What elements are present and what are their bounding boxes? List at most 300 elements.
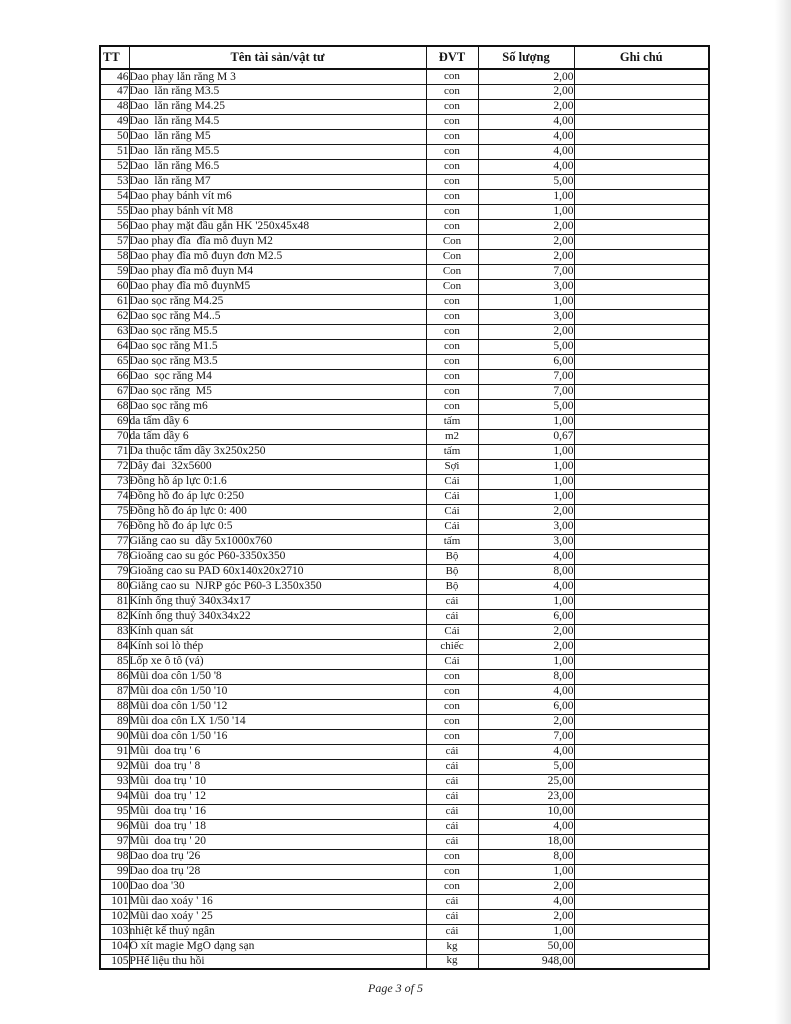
cell-tt: 52 [100,159,129,174]
cell-note [574,759,709,774]
cell-tt: 77 [100,534,129,549]
cell-unit: Cái [426,489,478,504]
cell-unit: con [426,159,478,174]
cell-name: Dao lăn răng M4.5 [129,114,426,129]
table-row [100,564,709,579]
cell-quantity: 3,00 [478,519,574,534]
cell-quantity: 3,00 [478,279,574,294]
cell-unit: tấm [426,414,478,429]
cell-note [574,144,709,159]
cell-tt: 67 [100,384,129,399]
cell-quantity: 2,00 [478,99,574,114]
cell-unit: con [426,399,478,414]
table-row [100,294,709,309]
cell-name: Dao lăn răng M4.25 [129,99,426,114]
cell-quantity: 4,00 [478,819,574,834]
table-row [100,534,709,549]
column-header-name: Tên tài sản/vật tư [129,46,426,69]
table-row [100,114,709,129]
cell-name: Dao phay đĩa mô đuyn đơn M2.5 [129,249,426,264]
cell-note [574,339,709,354]
cell-unit: con [426,309,478,324]
cell-unit: Cái [426,504,478,519]
table-row [100,624,709,639]
cell-name: Dao doa trụ '28 [129,864,426,879]
cell-tt: 72 [100,459,129,474]
cell-quantity: 1,00 [478,864,574,879]
cell-tt: 93 [100,774,129,789]
cell-name: Kính quan sát [129,624,426,639]
cell-name: Mũi doa trụ ' 10 [129,774,426,789]
cell-note [574,294,709,309]
cell-name: Mũi dao xoáy ' 16 [129,894,426,909]
cell-tt: 46 [100,69,129,84]
cell-tt: 53 [100,174,129,189]
table-row [100,864,709,879]
cell-unit: con [426,849,478,864]
cell-name: Mũi doa côn 1/50 '16 [129,729,426,744]
cell-unit: Bộ [426,564,478,579]
cell-quantity: 7,00 [478,384,574,399]
cell-name: Đồng hồ đo áp lực 0:250 [129,489,426,504]
cell-name: Ô xít magie MgO dạng sạn [129,939,426,954]
cell-quantity: 3,00 [478,534,574,549]
cell-tt: 83 [100,624,129,639]
cell-note [574,609,709,624]
cell-tt: 73 [100,474,129,489]
cell-quantity: 1,00 [478,459,574,474]
cell-quantity: 1,00 [478,474,574,489]
cell-quantity: 8,00 [478,669,574,684]
cell-note [574,579,709,594]
table-row [100,774,709,789]
cell-note [574,909,709,924]
cell-note [574,444,709,459]
cell-quantity: 3,00 [478,309,574,324]
cell-unit: kg [426,954,478,969]
cell-note [574,774,709,789]
cell-unit: cái [426,609,478,624]
cell-tt: 71 [100,444,129,459]
cell-name: Mũi dao xoáy ' 25 [129,909,426,924]
table-row [100,219,709,234]
cell-unit: con [426,729,478,744]
cell-note [574,654,709,669]
cell-note [574,354,709,369]
cell-tt: 64 [100,339,129,354]
cell-quantity: 4,00 [478,549,574,564]
cell-tt: 78 [100,549,129,564]
cell-note [574,369,709,384]
cell-quantity: 2,00 [478,714,574,729]
cell-quantity: 8,00 [478,564,574,579]
cell-unit: con [426,204,478,219]
inventory-table [99,45,710,970]
table-row [100,744,709,759]
table-row [100,684,709,699]
cell-name: Dây đai 32x5600 [129,459,426,474]
cell-note [574,924,709,939]
cell-quantity: 6,00 [478,699,574,714]
cell-note [574,279,709,294]
cell-quantity: 50,00 [478,939,574,954]
cell-name: Giăng cao su dầy 5x1000x760 [129,534,426,549]
cell-name: Da thuộc tấm dầy 3x250x250 [129,444,426,459]
cell-note [574,744,709,759]
cell-name: Dao phay mặt đầu gắn HK '250x45x48 [129,219,426,234]
cell-tt: 65 [100,354,129,369]
cell-tt: 104 [100,939,129,954]
table-row [100,324,709,339]
cell-name: Kính soi lò thép [129,639,426,654]
cell-unit: con [426,864,478,879]
cell-note [574,669,709,684]
cell-note [574,594,709,609]
cell-tt: 90 [100,729,129,744]
cell-tt: 81 [100,594,129,609]
cell-note [574,459,709,474]
cell-tt: 47 [100,84,129,99]
table-row [100,144,709,159]
cell-tt: 74 [100,489,129,504]
table-row [100,954,709,969]
table-row [100,759,709,774]
table-row [100,69,709,84]
cell-quantity: 2,00 [478,69,574,84]
cell-unit: tấm [426,534,478,549]
table-header-row [100,46,709,69]
cell-name: Mũi doa trụ ' 18 [129,819,426,834]
cell-name: Kính ống thuỷ 340x34x22 [129,609,426,624]
cell-quantity: 4,00 [478,114,574,129]
table-row [100,699,709,714]
cell-tt: 100 [100,879,129,894]
cell-name: Kính ống thuỷ 340x34x17 [129,594,426,609]
cell-note [574,114,709,129]
table-row [100,549,709,564]
cell-note [574,249,709,264]
cell-note [574,129,709,144]
cell-quantity: 4,00 [478,144,574,159]
cell-tt: 91 [100,744,129,759]
cell-name: Dao sọc răng m6 [129,399,426,414]
table-row [100,369,709,384]
cell-note [574,549,709,564]
cell-quantity: 2,00 [478,249,574,264]
cell-note [574,474,709,489]
cell-tt: 86 [100,669,129,684]
cell-note [574,384,709,399]
cell-name: Dao sọc răng M4..5 [129,309,426,324]
cell-note [574,849,709,864]
cell-tt: 54 [100,189,129,204]
cell-name: Dao sọc răng M5.5 [129,324,426,339]
table-row [100,489,709,504]
cell-unit: con [426,219,478,234]
table-row [100,729,709,744]
cell-unit: con [426,129,478,144]
table-row [100,339,709,354]
cell-quantity: 2,00 [478,504,574,519]
cell-name: Dao sọc răng M5 [129,384,426,399]
cell-note [574,69,709,84]
cell-tt: 75 [100,504,129,519]
cell-name: Dao lăn răng M3.5 [129,84,426,99]
cell-note [574,564,709,579]
cell-quantity: 7,00 [478,369,574,384]
cell-note [574,189,709,204]
cell-name: Mũi doa trụ ' 12 [129,789,426,804]
cell-quantity: 5,00 [478,174,574,189]
cell-quantity: 10,00 [478,804,574,819]
cell-tt: 99 [100,864,129,879]
cell-quantity: 2,00 [478,639,574,654]
table-row [100,849,709,864]
cell-quantity: 6,00 [478,354,574,369]
cell-quantity: 4,00 [478,159,574,174]
cell-unit: cái [426,774,478,789]
table-row [100,894,709,909]
cell-tt: 85 [100,654,129,669]
cell-note [574,324,709,339]
cell-unit: kg [426,939,478,954]
cell-unit: cái [426,924,478,939]
cell-unit: Cái [426,624,478,639]
cell-note [574,264,709,279]
cell-unit: con [426,174,478,189]
table-row [100,264,709,279]
cell-quantity: 2,00 [478,84,574,99]
cell-name: Dao phay bánh vít M8 [129,204,426,219]
table-row [100,594,709,609]
cell-tt: 61 [100,294,129,309]
column-header-unit: ĐVT [426,46,478,69]
cell-name: Gioăng cao su góc P60-3350x350 [129,549,426,564]
cell-quantity: 1,00 [478,294,574,309]
cell-tt: 58 [100,249,129,264]
cell-unit: cái [426,789,478,804]
cell-note [574,954,709,969]
table-row [100,429,709,444]
cell-quantity: 1,00 [478,924,574,939]
cell-name: Dao lăn răng M6.5 [129,159,426,174]
table-row [100,639,709,654]
cell-quantity: 1,00 [478,444,574,459]
cell-tt: 50 [100,129,129,144]
cell-unit: cái [426,909,478,924]
cell-tt: 62 [100,309,129,324]
table-row [100,189,709,204]
cell-name: Dao sọc răng M1.5 [129,339,426,354]
table-row [100,519,709,534]
cell-quantity: 2,00 [478,234,574,249]
cell-name: Mũi doa côn 1/50 '8 [129,669,426,684]
cell-quantity: 4,00 [478,744,574,759]
cell-unit: con [426,684,478,699]
cell-name: Dao phay đĩa mô đuyn M4 [129,264,426,279]
cell-quantity: 8,00 [478,849,574,864]
cell-name: Mũi doa trụ ' 16 [129,804,426,819]
cell-name: Mũi doa trụ ' 6 [129,744,426,759]
cell-note [574,699,709,714]
cell-quantity: 2,00 [478,624,574,639]
cell-quantity: 5,00 [478,339,574,354]
cell-tt: 56 [100,219,129,234]
cell-tt: 76 [100,519,129,534]
cell-quantity: 4,00 [478,894,574,909]
cell-tt: 94 [100,789,129,804]
table-row [100,159,709,174]
cell-unit: con [426,369,478,384]
cell-tt: 92 [100,759,129,774]
cell-name: Dao phay đĩa mô đuynM5 [129,279,426,294]
cell-note [574,219,709,234]
cell-note [574,204,709,219]
cell-note [574,504,709,519]
cell-name: Dao lăn răng M5.5 [129,144,426,159]
cell-name: Dao sọc răng M4 [129,369,426,384]
cell-name: Đồng hồ áp lực 0:1.6 [129,474,426,489]
cell-unit: cái [426,819,478,834]
cell-tt: 87 [100,684,129,699]
cell-quantity: 25,00 [478,774,574,789]
cell-note [574,804,709,819]
cell-note [574,684,709,699]
cell-quantity: 4,00 [478,684,574,699]
cell-tt: 98 [100,849,129,864]
cell-unit: Con [426,249,478,264]
cell-note [574,534,709,549]
cell-tt: 59 [100,264,129,279]
table-row [100,174,709,189]
cell-unit: con [426,714,478,729]
cell-tt: 101 [100,894,129,909]
cell-unit: Cái [426,519,478,534]
cell-unit: con [426,99,478,114]
cell-unit: Bộ [426,549,478,564]
cell-quantity: 1,00 [478,204,574,219]
table-row [100,279,709,294]
cell-name: Dao phay đĩa đĩa mô đuyn M2 [129,234,426,249]
cell-unit: tấm [426,444,478,459]
column-header-quantity: Số lượng [478,46,574,69]
table-row [100,804,709,819]
cell-tt: 102 [100,909,129,924]
cell-tt: 68 [100,399,129,414]
cell-note [574,834,709,849]
cell-unit: cái [426,894,478,909]
cell-unit: cái [426,759,478,774]
cell-note [574,489,709,504]
cell-unit: con [426,324,478,339]
cell-note [574,234,709,249]
cell-tt: 55 [100,204,129,219]
cell-quantity: 1,00 [478,654,574,669]
cell-name: Dao sọc răng M4.25 [129,294,426,309]
cell-tt: 103 [100,924,129,939]
cell-name: Mũi doa trụ ' 20 [129,834,426,849]
table-row [100,249,709,264]
cell-name: PHế liệu thu hồi [129,954,426,969]
cell-unit: Con [426,264,478,279]
cell-name: Dao phay bánh vít m6 [129,189,426,204]
cell-name: da tấm dầy 6 [129,429,426,444]
cell-unit: con [426,144,478,159]
cell-name: da tấm dầy 6 [129,414,426,429]
cell-note [574,729,709,744]
cell-tt: 69 [100,414,129,429]
cell-note [574,894,709,909]
cell-tt: 63 [100,324,129,339]
cell-tt: 51 [100,144,129,159]
table-row [100,789,709,804]
cell-note [574,159,709,174]
table-row [100,444,709,459]
cell-note [574,429,709,444]
cell-unit: cái [426,804,478,819]
cell-tt: 88 [100,699,129,714]
cell-quantity: 5,00 [478,759,574,774]
cell-tt: 97 [100,834,129,849]
cell-name: Đồng hồ đo áp lực 0: 400 [129,504,426,519]
cell-note [574,414,709,429]
cell-tt: 89 [100,714,129,729]
cell-quantity: 1,00 [478,189,574,204]
table-row [100,354,709,369]
table-row [100,414,709,429]
cell-note [574,939,709,954]
cell-unit: chiếc [426,639,478,654]
cell-unit: con [426,294,478,309]
cell-quantity: 7,00 [478,729,574,744]
cell-quantity: 2,00 [478,909,574,924]
cell-name: Gioăng cao su PAD 60x140x20x2710 [129,564,426,579]
page-number: Page 3 of 5 [368,981,423,995]
table-row [100,939,709,954]
table-row [100,819,709,834]
cell-note [574,879,709,894]
cell-quantity: 1,00 [478,414,574,429]
cell-name: Mũi doa côn 1/50 '10 [129,684,426,699]
cell-name: Đồng hồ đo áp lực 0:5 [129,519,426,534]
cell-unit: cái [426,594,478,609]
cell-unit: Con [426,279,478,294]
cell-name: Mũi doa côn 1/50 '12 [129,699,426,714]
cell-quantity: 5,00 [478,399,574,414]
cell-name: Mũi doa côn LX 1/50 '14 [129,714,426,729]
cell-name: Dao phay lăn răng M 3 [129,69,426,84]
cell-tt: 48 [100,99,129,114]
table-row [100,234,709,249]
table-row [100,834,709,849]
cell-quantity: 4,00 [478,129,574,144]
cell-note [574,84,709,99]
cell-tt: 96 [100,819,129,834]
cell-name: Giăng cao su NJRP góc P60-3 L350x350 [129,579,426,594]
cell-quantity: 2,00 [478,879,574,894]
cell-unit: Cái [426,654,478,669]
cell-unit: con [426,84,478,99]
cell-name: nhiệt kế thuỷ ngân [129,924,426,939]
cell-quantity: 18,00 [478,834,574,849]
table-row [100,204,709,219]
cell-quantity: 1,00 [478,594,574,609]
cell-tt: 66 [100,369,129,384]
table-row [100,609,709,624]
cell-note [574,864,709,879]
cell-quantity: 948,00 [478,954,574,969]
cell-name: Lốp xe ô tô (vá) [129,654,426,669]
